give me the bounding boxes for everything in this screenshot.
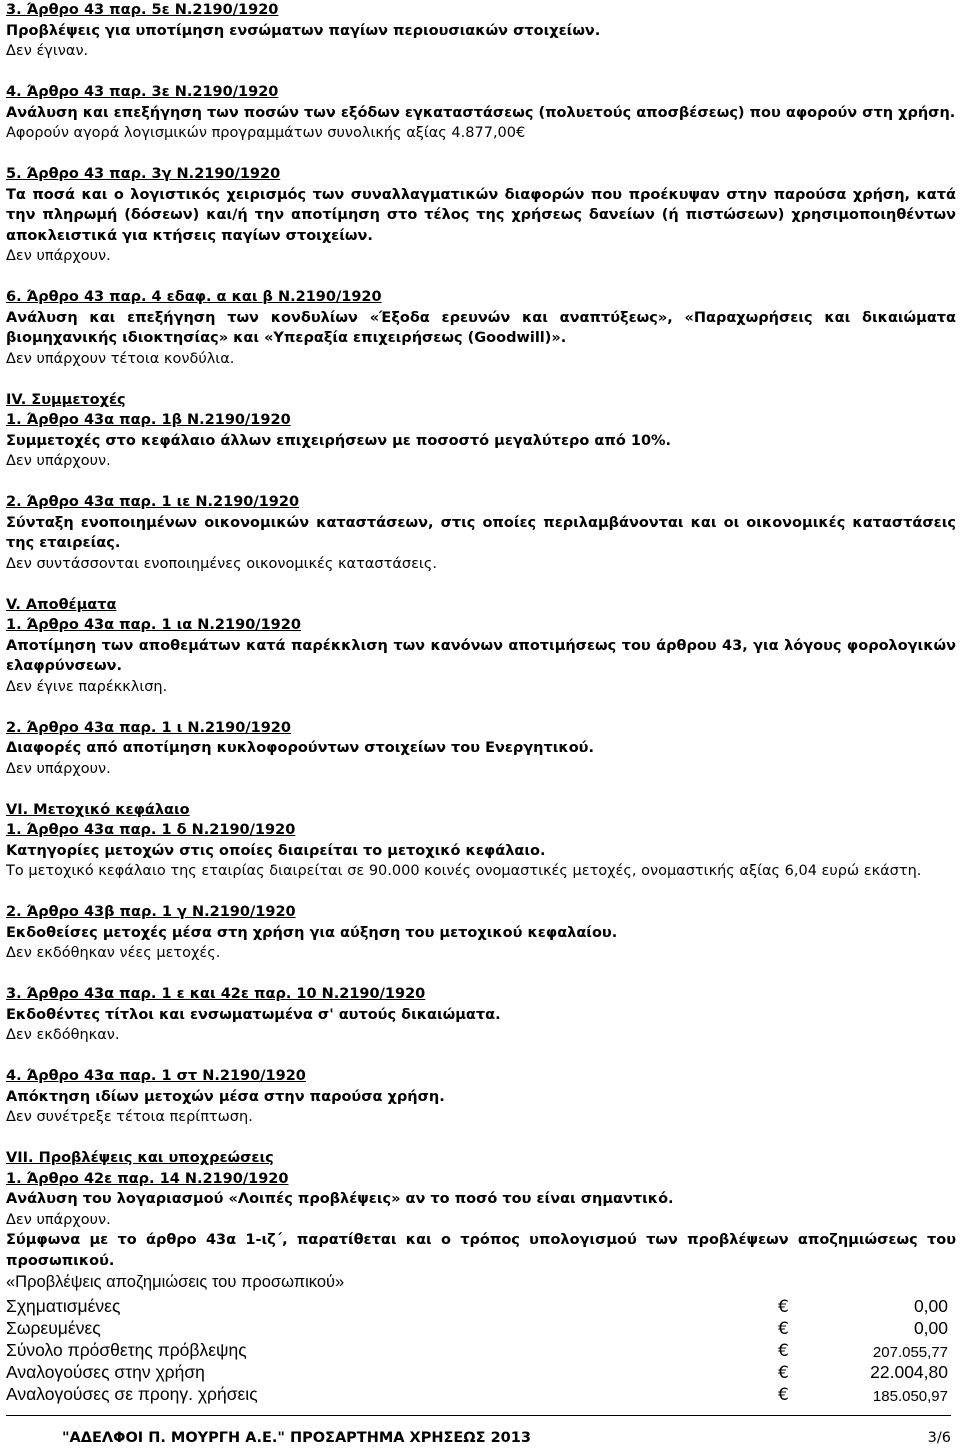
note-heading: 1. Άρθρο 43α παρ. 1 δ Ν.2190/1920 [6,822,296,838]
footer-title: "ΑΔΕΛΦΟΙ Π. ΜΟΥΡΓΗ Α.Ε." ΠΡΟΣΑΡΤΗΜΑ ΧΡΗΣΕΩΣ 2013 [62,1430,531,1446]
note-text: Αφορούν αγορά λογισμικών προγραμμάτων συνολικής αξίας 4.877,00€ [6,125,526,141]
euro-sign: € [778,1297,789,1317]
row-amount: 0,00 [913,1296,948,1316]
note-text: Δεν εκδόθηκαν. [6,1027,120,1043]
note-5 [6,164,956,267]
note-title: Ανάλυση και επεξήγηση των κονδυλίων «Έξοδα ερευνών και αναπτύξεως», «Παραχωρήσεις και δικαιώματα βιομηχανικής ιδιοκτησίας» και «Υπεραξία επιχειρήσεως (Goodwill)». [6,309,956,346]
note-text: Δεν εκδόθηκαν νέες μετοχές. [6,945,221,961]
note-title: Απόκτηση ιδίων μετοχών μέσα στην παρούσα χρήση. [6,1088,445,1105]
part-iv-title: IV. Συμμετοχές [6,391,126,408]
note-title: Τα ποσά και ο λογιστικός χειρισμός των συναλλαγματικών διαφορών που προέκυψαν στην παρούσα χρήση, κατά την πληρωμή (δόσεων) και/ή την αποτίμηση στο τέλος της χρήσεως δανείων (ή πιστώσεων) χρησιμοποιηθέντων αποκλειστικά για κτήσεις παγίων στοιχείων. [6,186,956,244]
note-6 [6,287,956,369]
part-v-item-2 [6,718,956,780]
note-heading: 2. Άρθρο 43β παρ. 1 γ Ν.2190/1920 [6,904,296,920]
note-heading: 2. Άρθρο 43α παρ. 1 ιε Ν.2190/1920 [6,494,300,510]
row-amount: 22.004,80 [870,1362,948,1382]
note-title: Ανάλυση και επεξήγηση των ποσών των εξόδων εγκαταστάσεως (πολυετούς αποσβέσεως) που αφορούν στη χρήση. [6,104,956,121]
note-text: Δεν συντάσσονται ενοποιημένες οικονομικές καταστάσεις. [6,555,437,572]
note-heading: 2. Άρθρο 43α παρ. 1 ι Ν.2190/1920 [6,719,291,736]
table-row [6,1295,948,1317]
part-vi-title: VI. Μετοχικό κεφάλαιο [6,801,190,818]
note-text: Το μετοχικό κεφάλαιο της εταιρίας διαιρείται σε 90.000 κοινές ονομαστικές μετοχές, ονομαστικής αξίας 6,04 ευρώ εκάστη. [6,863,922,879]
note-heading: 3. Άρθρο 43α παρ. 1 ε και 42ε παρ. 10 Ν.2190/1920 [6,986,426,1002]
row-label: Αναλογούσες σε προηγ. χρήσεις [6,1384,258,1404]
note-text: Δεν υπάρχουν. [6,1211,111,1228]
document-page [6,0,956,1405]
row-label: Αναλογούσες στην χρήση [6,1362,205,1382]
note-title: Προβλέψεις για υποτίμηση ενσώματων παγίων περιουσιακών στοιχείων. [6,22,601,39]
part-vi-item-2 [6,902,956,964]
note-title: Διαφορές από αποτίμηση κυκλοφορούντων στοιχείων του Ενεργητικού. [6,740,594,756]
row-amount: 0,00 [913,1318,948,1338]
euro-sign: € [778,1341,789,1361]
page-number: 3/6 [927,1430,951,1446]
note-method: Σύμφωνα με το άρθρο 43α 1-ιζ΄, παρατίθεται και ο τρόπος υπολογισμού των προβλέψεων αποζημιώσεως του προσωπικού. [6,1232,956,1269]
note-title: Κατηγορίες μετοχών στις οποίες διαιρείται το μετοχικό κεφάλαιο. [6,842,546,859]
provisions-table [6,1295,948,1405]
note-heading: 4. Άρθρο 43 παρ. 3ε Ν.2190/1920 [6,84,279,100]
note-text: Δεν υπάρχουν. [6,760,111,777]
row-label: Σύνολο πρόσθετης πρόβλεψης [6,1340,247,1360]
note-heading: 5. Άρθρο 43 παρ. 3γ Ν.2190/1920 [6,166,281,182]
part-vi-item-4 [6,1066,956,1128]
note-title: Σύνταξη ενοποιημένων οικονομικών καταστάσεων, στις οποίες περιλαμβάνονται και οι οικονομικές καταστάσεις της εταιρείας. [6,514,956,551]
row-amount: 185.050,97 [872,1388,948,1405]
table-row [6,1317,948,1339]
part-v-item-1 [6,615,956,697]
note-heading: 1. Άρθρο 43α παρ. 1β Ν.2190/1920 [6,412,291,428]
euro-sign: € [778,1363,789,1383]
note-title: Αποτίμηση των αποθεμάτων κατά παρέκκλιση των κανόνων αποτιμήσεως του άρθρου 43, για λόγους φορολογικών ελαφρύνσεων. [6,637,956,674]
page-footer [6,1415,951,1446]
note-text: Δεν υπάρχουν τέτοια κονδύλια. [6,350,235,367]
row-label: Σχηματισμένες [6,1296,121,1316]
note-heading: 3. Άρθρο 43 παρ. 5ε Ν.2190/1920 [6,2,279,18]
note-3 [6,0,956,62]
note-title: Ανάλυση του λογαριασμού «Λοιπές προβλέψεις» αν το ποσό του είναι σημαντικό. [6,1191,674,1207]
part-iv-item-2 [6,492,956,574]
table-row [6,1361,948,1383]
note-4 [6,82,956,144]
note-text: Δεν υπάρχουν. [6,248,111,264]
note-text: Δεν υπάρχουν. [6,453,111,469]
note-heading: 1. Άρθρο 43α παρ. 1 ια Ν.2190/1920 [6,617,301,633]
euro-sign: € [778,1319,789,1339]
row-label: Σωρευμένες [6,1318,101,1338]
provisions-table-title: «Προβλέψεις αποζημιώσεις του προσωπικού» [6,1273,345,1291]
note-heading: 4. Άρθρο 43α παρ. 1 στ Ν.2190/1920 [6,1068,306,1084]
note-text: Δεν συνέτρεξε τέτοια περίπτωση. [6,1109,253,1125]
note-heading: 1. Άρθρο 42ε παρ. 14 Ν.2190/1920 [6,1170,289,1187]
part-vii-title: VII. Προβλέψεις και υποχρεώσεις [6,1150,274,1166]
note-title: Εκδοθέντες τίτλοι και ενσωματωμένα σ' αυτούς δικαιώματα. [6,1006,501,1023]
part-iv-item-1 [6,410,956,472]
note-title: Συμμετοχές στο κεφάλαιο άλλων επιχειρήσεων με ποσοστό μεγαλύτερο από 10%. [6,432,672,449]
part-vi-item-1 [6,820,956,882]
euro-sign: € [778,1385,789,1405]
note-title: Εκδοθείσες μετοχές μέσα στη χρήση για αύξηση του μετοχικού κεφαλαίου. [6,924,618,941]
row-amount: 207.055,77 [872,1344,948,1361]
note-text: Δεν έγινε παρέκκλιση. [6,678,168,695]
note-text: Δεν έγιναν. [6,43,89,59]
note-heading: 6. Άρθρο 43 παρ. 4 εδαφ. α και β Ν.2190/1920 [6,289,382,305]
part-vi-item-3 [6,984,956,1046]
table-row [6,1383,948,1405]
table-row [6,1339,948,1361]
part-v-title: V. Αποθέματα [6,596,117,613]
